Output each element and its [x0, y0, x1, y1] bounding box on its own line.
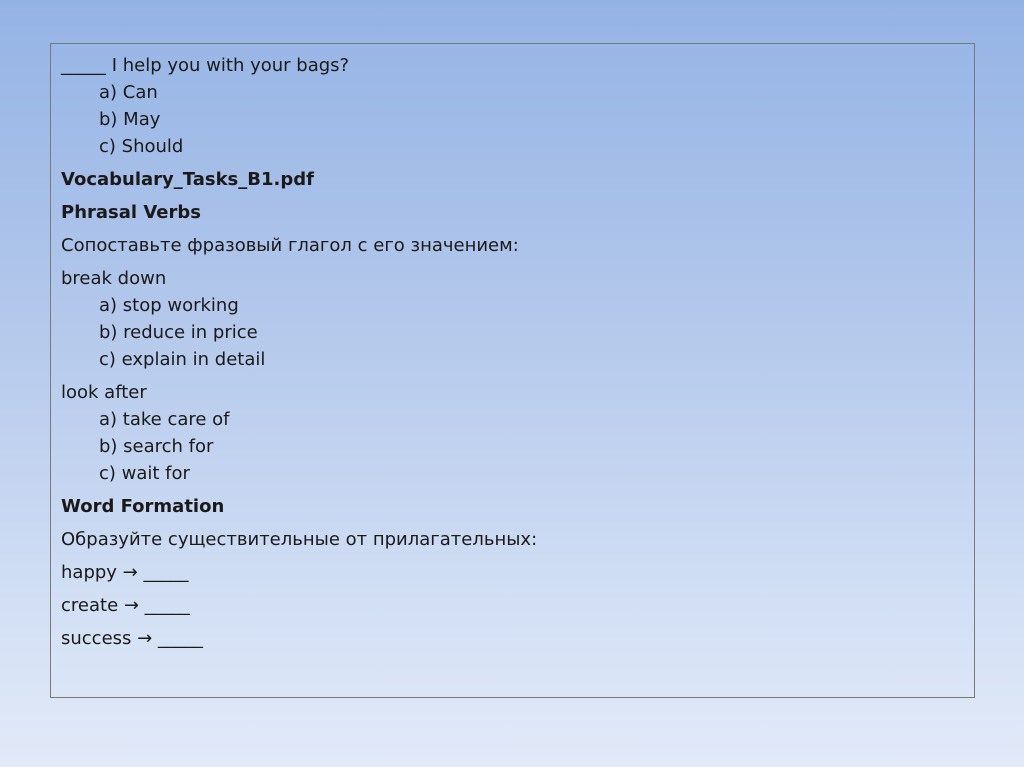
phrasal-verbs-instruction: Сопоставьте фразовый глагол с его значением:	[61, 235, 519, 256]
phrasal-item	[61, 379, 974, 487]
file-title: Vocabulary_Tasks_B1.pdf	[61, 169, 314, 190]
phrasal-item	[61, 265, 974, 373]
option-a: a) stop working	[99, 295, 239, 316]
slide-content-box	[50, 43, 975, 698]
phrasal-verb: look after	[61, 382, 147, 403]
word-formation-heading: Word Formation	[61, 496, 225, 517]
option-c: c) wait for	[99, 463, 190, 484]
option-a: a) take care of	[99, 409, 230, 430]
option-b: b) reduce in price	[99, 322, 258, 343]
question-stem: _____ I help you with your bags?	[61, 55, 350, 76]
option-b: b) May	[99, 109, 161, 130]
phrasal-verb: break down	[61, 268, 167, 289]
word-formation-item: success → _____	[61, 628, 203, 649]
option-a: a) Can	[99, 82, 158, 103]
word-formation-instruction: Образуйте существительные от прилагательных:	[61, 529, 538, 550]
option-c: c) Should	[99, 136, 184, 157]
option-b: b) search for	[99, 436, 214, 457]
option-c: c) explain in detail	[99, 349, 266, 370]
word-formation-item: create → _____	[61, 595, 190, 616]
phrasal-verbs-heading: Phrasal Verbs	[61, 202, 201, 223]
question-block	[61, 52, 974, 160]
word-formation-item: happy → _____	[61, 562, 189, 583]
